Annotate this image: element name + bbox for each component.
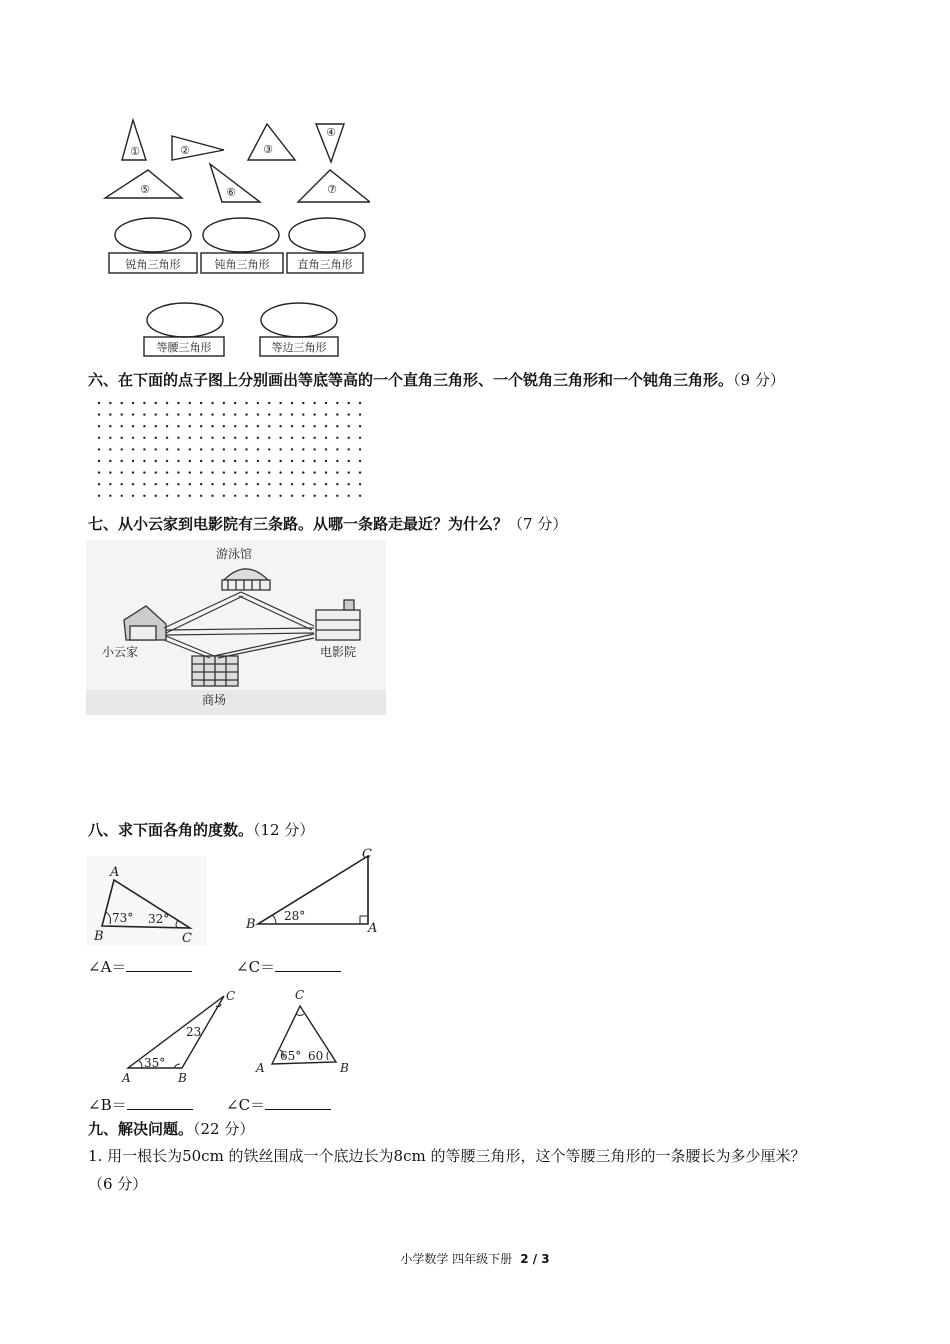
grid-dot[interactable]: [132, 495, 134, 497]
grid-dot[interactable]: [121, 448, 123, 450]
grid-dot[interactable]: [302, 471, 304, 473]
grid-dot[interactable]: [98, 413, 100, 415]
grid-dot[interactable]: [268, 425, 270, 427]
grid-dot[interactable]: [257, 402, 259, 404]
grid-dot[interactable]: [313, 460, 315, 462]
category-label: 等边三角形: [271, 341, 327, 354]
grid-dot[interactable]: [257, 425, 259, 427]
grid-dot[interactable]: [143, 448, 145, 450]
grid-dot[interactable]: [348, 402, 350, 404]
grid-dot[interactable]: [257, 413, 259, 415]
grid-dot[interactable]: [234, 413, 236, 415]
category-label: 等腰三角形: [156, 341, 212, 354]
grid-dot[interactable]: [177, 437, 179, 439]
grid-dot[interactable]: [359, 471, 361, 473]
grid-dot[interactable]: [211, 460, 213, 462]
grid-dot[interactable]: [132, 402, 134, 404]
grid-dot[interactable]: [177, 495, 179, 497]
grid-dot[interactable]: [98, 425, 100, 427]
grid-dot[interactable]: [189, 437, 191, 439]
grid-dot[interactable]: [359, 425, 361, 427]
vertex-label: B: [246, 917, 256, 932]
category-label: 钝角三角形: [214, 258, 270, 271]
grid-dot[interactable]: [279, 448, 281, 450]
grid-dot[interactable]: [132, 437, 134, 439]
oval-equilateral: [261, 303, 337, 337]
grid-dot[interactable]: [223, 460, 225, 462]
grid-dot[interactable]: [155, 437, 157, 439]
grid-dot[interactable]: [223, 495, 225, 497]
grid-dot[interactable]: [268, 437, 270, 439]
answer-angle-c-2: ∠C＝: [226, 1094, 331, 1115]
grid-dot[interactable]: [109, 471, 111, 473]
grid-dot[interactable]: [359, 483, 361, 485]
oval-right: [289, 218, 365, 252]
grid-dot[interactable]: [257, 471, 259, 473]
problem-1-text: 1. 用一根长为50cm 的铁丝围成一个底边长为8cm 的等腰三角形，这个等腰三角形的一条腰长为多少厘米？: [88, 1147, 806, 1165]
grid-dot[interactable]: [143, 425, 145, 427]
vertex-label: B: [340, 1061, 349, 1075]
grid-dot[interactable]: [143, 483, 145, 485]
grid-dot[interactable]: [143, 471, 145, 473]
grid-dot[interactable]: [336, 495, 338, 497]
grid-dot[interactable]: [223, 402, 225, 404]
grid-dot[interactable]: [200, 448, 202, 450]
grid-dot[interactable]: [313, 437, 315, 439]
grid-dot[interactable]: [359, 495, 361, 497]
problem-1-points: （6 分）: [88, 1175, 148, 1193]
grid-dot[interactable]: [166, 495, 168, 497]
angle-figure-4: [252, 986, 362, 1086]
vertex-label: A: [110, 865, 120, 880]
grid-dot[interactable]: [336, 413, 338, 415]
grid-dot[interactable]: [200, 402, 202, 404]
grid-dot[interactable]: [109, 483, 111, 485]
grid-dot[interactable]: [336, 471, 338, 473]
grid-dot[interactable]: [98, 437, 100, 439]
grid-dot[interactable]: [245, 495, 247, 497]
grid-dot[interactable]: [313, 413, 315, 415]
grid-dot[interactable]: [200, 471, 202, 473]
grid-dot[interactable]: [336, 437, 338, 439]
grid-dot[interactable]: [291, 460, 293, 462]
grid-dot[interactable]: [257, 483, 259, 485]
grid-dot[interactable]: [302, 402, 304, 404]
grid-dot[interactable]: [166, 448, 168, 450]
grid-dot[interactable]: [155, 460, 157, 462]
grid-dot[interactable]: [336, 483, 338, 485]
page-footer: [0, 1250, 950, 1267]
grid-dot[interactable]: [245, 413, 247, 415]
grid-dot[interactable]: [121, 495, 123, 497]
grid-dot[interactable]: [291, 425, 293, 427]
oval-isosceles: [147, 303, 223, 337]
category-label: 锐角三角形: [125, 258, 181, 271]
shape-label: ①: [130, 145, 140, 158]
grid-dot[interactable]: [211, 471, 213, 473]
question-7-title: 七、从小云家到电影院有三条路。从哪一条路走最近？为什么？（7 分）: [88, 515, 568, 533]
answer-angle-a: ∠A＝: [88, 956, 192, 977]
grid-dot[interactable]: [200, 425, 202, 427]
grid-dot[interactable]: [143, 460, 145, 462]
answer-blank[interactable]: [275, 959, 341, 972]
angle-label: 65°: [280, 1049, 302, 1063]
grid-dot[interactable]: [132, 425, 134, 427]
grid-dot[interactable]: [313, 402, 315, 404]
vertex-label: B: [178, 1071, 187, 1085]
grid-dot[interactable]: [302, 425, 304, 427]
grid-dot[interactable]: [291, 437, 293, 439]
grid-dot[interactable]: [223, 413, 225, 415]
grid-dot[interactable]: [155, 495, 157, 497]
grid-dot[interactable]: [132, 483, 134, 485]
angle-label: 60: [308, 1049, 324, 1063]
grid-dot[interactable]: [325, 460, 327, 462]
grid-dot[interactable]: [257, 495, 259, 497]
vertex-label: A: [256, 1061, 265, 1075]
page-number: 2 / 3: [520, 1252, 550, 1266]
footer-subject: 小学数学 四年级下册: [400, 1252, 513, 1266]
vertex-label: C: [182, 931, 192, 946]
grid-dot[interactable]: [325, 425, 327, 427]
grid-dot[interactable]: [291, 413, 293, 415]
grid-dot[interactable]: [325, 471, 327, 473]
grid-dot[interactable]: [336, 448, 338, 450]
grid-dot[interactable]: [155, 413, 157, 415]
grid-dot[interactable]: [348, 460, 350, 462]
grid-dot[interactable]: [211, 425, 213, 427]
grid-dot[interactable]: [98, 402, 100, 404]
answer-angle-c: ∠C＝: [236, 956, 341, 977]
grid-dot[interactable]: [189, 413, 191, 415]
grid-dot[interactable]: [313, 425, 315, 427]
route-map-figure: [86, 540, 386, 715]
grid-dot[interactable]: [268, 471, 270, 473]
triangle-classification-figure: [100, 112, 370, 362]
answer-blank[interactable]: [126, 959, 192, 972]
grid-dot[interactable]: [132, 460, 134, 462]
grid-dot[interactable]: [166, 471, 168, 473]
grid-dot[interactable]: [234, 495, 236, 497]
oval-acute: [115, 218, 191, 252]
grid-dot[interactable]: [313, 471, 315, 473]
vertex-label: C: [226, 989, 236, 1003]
grid-dot[interactable]: [268, 413, 270, 415]
grid-dot[interactable]: [166, 402, 168, 404]
shape-label: ④: [326, 126, 336, 139]
grid-dot[interactable]: [211, 413, 213, 415]
grid-dot[interactable]: [189, 425, 191, 427]
grid-dot[interactable]: [359, 448, 361, 450]
grid-dot[interactable]: [336, 460, 338, 462]
grid-dot[interactable]: [291, 471, 293, 473]
grid-dot[interactable]: [189, 483, 191, 485]
grid-dot[interactable]: [245, 471, 247, 473]
grid-dot[interactable]: [257, 437, 259, 439]
grid-dot[interactable]: [211, 437, 213, 439]
grid-dot[interactable]: [348, 483, 350, 485]
grid-dot[interactable]: [177, 460, 179, 462]
grid-dot[interactable]: [245, 448, 247, 450]
vertex-label: C: [295, 988, 305, 1002]
grid-dot[interactable]: [325, 448, 327, 450]
grid-dot[interactable]: [200, 413, 202, 415]
grid-dot[interactable]: [155, 448, 157, 450]
grid-dot[interactable]: [98, 483, 100, 485]
grid-dot[interactable]: [234, 471, 236, 473]
grid-dot[interactable]: [155, 483, 157, 485]
angle-label: 35°: [144, 1056, 166, 1070]
grid-dot[interactable]: [279, 437, 281, 439]
grid-dot[interactable]: [223, 448, 225, 450]
grid-dot[interactable]: [325, 413, 327, 415]
shape-label: ⑥: [226, 186, 236, 199]
answer-blank[interactable]: [265, 1097, 331, 1110]
grid-dot[interactable]: [189, 448, 191, 450]
grid-dot[interactable]: [143, 437, 145, 439]
grid-dot[interactable]: [200, 460, 202, 462]
grid-dot[interactable]: [302, 483, 304, 485]
grid-dot[interactable]: [143, 402, 145, 404]
grid-dot[interactable]: [109, 495, 111, 497]
angle-figure-1: [86, 856, 206, 946]
grid-dot[interactable]: [200, 483, 202, 485]
answer-angle-b: ∠B＝: [88, 1094, 193, 1115]
grid-dot[interactable]: [98, 448, 100, 450]
grid-dot[interactable]: [223, 483, 225, 485]
grid-dot[interactable]: [325, 483, 327, 485]
grid-dot[interactable]: [348, 448, 350, 450]
grid-dot[interactable]: [268, 495, 270, 497]
grid-dot[interactable]: [234, 460, 236, 462]
grid-dot[interactable]: [211, 495, 213, 497]
grid-dot[interactable]: [189, 402, 191, 404]
grid-dot[interactable]: [336, 402, 338, 404]
grid-dot[interactable]: [177, 483, 179, 485]
grid-dot[interactable]: [121, 425, 123, 427]
vertex-label: A: [368, 921, 378, 936]
grid-dot[interactable]: [325, 437, 327, 439]
home-label: 小云家: [101, 645, 139, 659]
grid-dot[interactable]: [189, 460, 191, 462]
grid-dot[interactable]: [234, 425, 236, 427]
grid-dot[interactable]: [177, 425, 179, 427]
grid-dot[interactable]: [245, 402, 247, 404]
grid-dot[interactable]: [143, 413, 145, 415]
grid-dot[interactable]: [359, 437, 361, 439]
grid-dot[interactable]: [348, 425, 350, 427]
grid-dot[interactable]: [325, 402, 327, 404]
grid-dot[interactable]: [302, 437, 304, 439]
grid-dot[interactable]: [359, 413, 361, 415]
grid-dot[interactable]: [291, 402, 293, 404]
grid-dot[interactable]: [109, 402, 111, 404]
grid-dot[interactable]: [98, 460, 100, 462]
shape-label: ⑤: [140, 183, 150, 196]
vertex-label: A: [122, 1071, 131, 1085]
grid-dot[interactable]: [279, 495, 281, 497]
grid-dot[interactable]: [268, 460, 270, 462]
grid-dot[interactable]: [98, 495, 100, 497]
question-8-title: 八、求下面各角的度数。（12 分）: [88, 821, 315, 839]
grid-dot[interactable]: [177, 471, 179, 473]
grid-dot[interactable]: [268, 483, 270, 485]
grid-dot[interactable]: [121, 471, 123, 473]
pool-label: 游泳馆: [215, 547, 253, 561]
grid-dot[interactable]: [245, 437, 247, 439]
grid-dot[interactable]: [166, 413, 168, 415]
mall-building: [192, 656, 238, 686]
grid-dot[interactable]: [325, 495, 327, 497]
grid-dot[interactable]: [189, 495, 191, 497]
grid-dot[interactable]: [234, 448, 236, 450]
grid-dot[interactable]: [223, 437, 225, 439]
vertex-label: B: [94, 929, 104, 944]
grid-dot[interactable]: [245, 425, 247, 427]
oval-obtuse: [203, 218, 279, 252]
grid-dot[interactable]: [200, 437, 202, 439]
grid-dot[interactable]: [143, 495, 145, 497]
grid-dot[interactable]: [121, 483, 123, 485]
grid-dot[interactable]: [234, 402, 236, 404]
grid-dot[interactable]: [121, 402, 123, 404]
grid-dot[interactable]: [234, 483, 236, 485]
grid-dot[interactable]: [177, 448, 179, 450]
grid-dot[interactable]: [359, 402, 361, 404]
grid-dot[interactable]: [245, 460, 247, 462]
grid-dot[interactable]: [279, 402, 281, 404]
grid-dot[interactable]: [279, 483, 281, 485]
grid-dot[interactable]: [166, 437, 168, 439]
grid-dot[interactable]: [200, 495, 202, 497]
grid-dot[interactable]: [177, 413, 179, 415]
grid-dot[interactable]: [109, 460, 111, 462]
grid-dot[interactable]: [223, 425, 225, 427]
angle-label: 73°: [112, 911, 134, 925]
grid-dot[interactable]: [177, 402, 179, 404]
grid-dot[interactable]: [132, 448, 134, 450]
shape-label: ②: [180, 144, 190, 157]
grid-dot[interactable]: [302, 448, 304, 450]
grid-dot[interactable]: [348, 495, 350, 497]
shape-label: ③: [263, 143, 273, 156]
grid-dot[interactable]: [359, 460, 361, 462]
grid-dot[interactable]: [132, 471, 134, 473]
grid-dot[interactable]: [348, 413, 350, 415]
grid-dot[interactable]: [121, 460, 123, 462]
grid-dot[interactable]: [291, 448, 293, 450]
grid-dot[interactable]: [336, 425, 338, 427]
grid-dot[interactable]: [109, 413, 111, 415]
grid-dot[interactable]: [313, 448, 315, 450]
grid-dot[interactable]: [279, 413, 281, 415]
grid-dot[interactable]: [291, 483, 293, 485]
grid-dot[interactable]: [234, 437, 236, 439]
grid-dot[interactable]: [121, 413, 123, 415]
grid-dot[interactable]: [279, 471, 281, 473]
question-6-title: 六、在下面的点子图上分别画出等底等高的一个直角三角形、一个锐角三角形和一个钝角三角形。（9 分）: [88, 371, 785, 389]
grid-dot[interactable]: [211, 448, 213, 450]
grid-dot[interactable]: [98, 471, 100, 473]
grid-dot[interactable]: [313, 495, 315, 497]
grid-dot[interactable]: [348, 437, 350, 439]
grid-dot[interactable]: [109, 437, 111, 439]
shape-label: ⑦: [327, 183, 337, 196]
grid-dot[interactable]: [121, 437, 123, 439]
grid-dot[interactable]: [211, 402, 213, 404]
grid-dot[interactable]: [166, 460, 168, 462]
angle-figure-2: [240, 846, 380, 938]
grid-dot[interactable]: [268, 448, 270, 450]
grid-dot[interactable]: [166, 425, 168, 427]
grid-dot[interactable]: [268, 402, 270, 404]
grid-dot[interactable]: [155, 402, 157, 404]
grid-dot[interactable]: [302, 413, 304, 415]
question-9-title: 九、解决问题。（22 分）: [88, 1120, 255, 1138]
grid-dot[interactable]: [302, 460, 304, 462]
grid-dot[interactable]: [245, 483, 247, 485]
grid-dot[interactable]: [211, 483, 213, 485]
mall-label: 商场: [201, 693, 227, 707]
grid-dot[interactable]: [155, 471, 157, 473]
grid-dot[interactable]: [223, 471, 225, 473]
grid-dot[interactable]: [348, 471, 350, 473]
cinema-label: 电影院: [319, 645, 357, 659]
angle-label: 28°: [284, 909, 306, 923]
grid-dot[interactable]: [313, 483, 315, 485]
grid-dot[interactable]: [189, 471, 191, 473]
grid-dot[interactable]: [109, 425, 111, 427]
answer-blank[interactable]: [127, 1097, 193, 1110]
dot-grid[interactable]: [95, 398, 370, 502]
grid-dot[interactable]: [109, 448, 111, 450]
grid-dot[interactable]: [155, 425, 157, 427]
grid-dot[interactable]: [279, 460, 281, 462]
category-label: 直角三角形: [297, 258, 353, 271]
vertex-label: C: [362, 847, 372, 862]
grid-dot[interactable]: [291, 495, 293, 497]
grid-dot[interactable]: [302, 495, 304, 497]
angle-label: 23: [186, 1025, 202, 1039]
grid-dot[interactable]: [166, 483, 168, 485]
grid-dot[interactable]: [132, 413, 134, 415]
angle-figure-3: [118, 986, 246, 1086]
angle-label: 32°: [148, 912, 170, 926]
grid-dot[interactable]: [257, 460, 259, 462]
grid-dot[interactable]: [279, 425, 281, 427]
grid-dot[interactable]: [257, 448, 259, 450]
